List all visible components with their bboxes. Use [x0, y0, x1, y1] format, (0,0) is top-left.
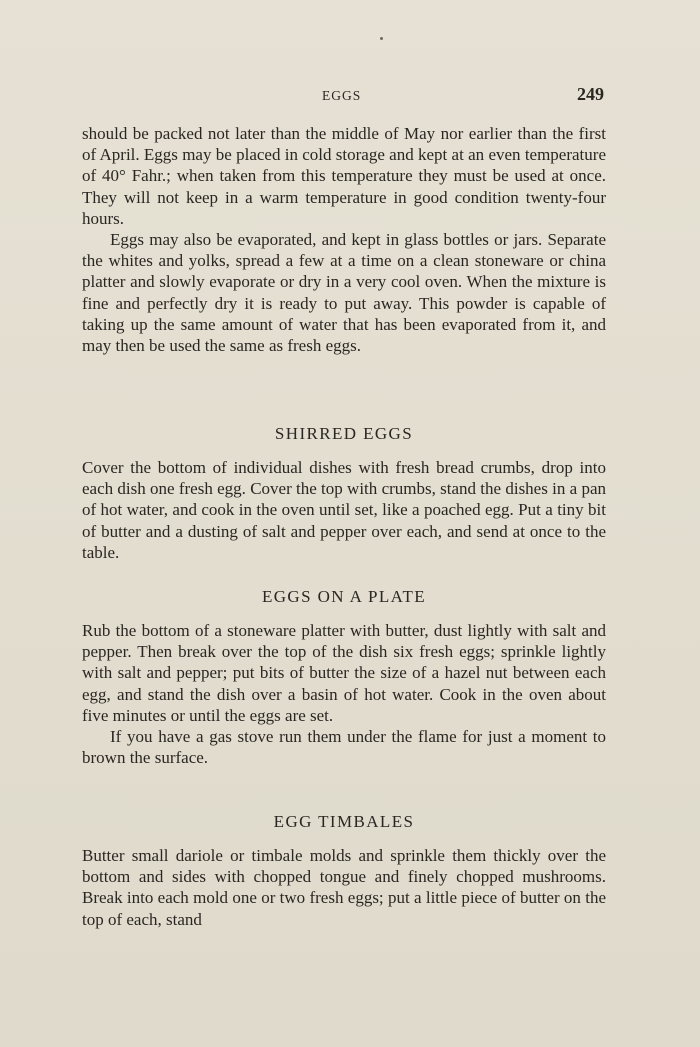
running-head [82, 84, 604, 106]
running-title: EGGS [322, 88, 362, 103]
section-heading-egg-timbales: EGG TIMBALES [273, 812, 415, 831]
paragraph: Cover the bottom of individual dishes with fresh bread crumbs, drop into each dish one fresh egg. Cover the top with crumbs, stand the dishes in a pan of hot water, and cook in the oven until set, like a poached egg. Put a tiny bit of butter and a dusting of salt and pepper over each, and send at once to the table. [82, 458, 606, 562]
paper-speck [380, 37, 383, 40]
shirred-eggs-text [82, 457, 606, 563]
egg-timbales-text [82, 845, 606, 930]
paragraph: Butter small dariole or timbale molds and sprinkle them thickly over the bottom and sides with chopped tongue and finely chopped mushrooms. Break into each mold one or two fresh eggs; put a little piece of butter on the top of each, stand [82, 846, 606, 929]
page-number: 249 [577, 84, 604, 104]
paragraph: If you have a gas stove run them under the flame for just a moment to brown the surface. [82, 727, 606, 768]
intro-text [82, 123, 606, 356]
eggs-on-a-plate-text [82, 620, 606, 768]
paragraph: Eggs may also be evaporated, and kept in glass bottles or jars. Separate the whites and yolks, spread a few at a time on a clean stoneware or china platter and slowly evaporate or dry in a very cool oven. When the mixture is fine and perfectly dry it is ready to put away. This powder is capable of taking up the same amount of water that has been evaporated from it, and may then be used the same as fresh eggs. [82, 230, 606, 356]
section-heading-shirred-eggs: SHIRRED EGGS [274, 424, 414, 443]
paragraph: Rub the bottom of a stoneware platter with butter, dust lightly with salt and pepper. Then break over the top of the dish six fresh eggs; sprinkle lightly with salt and pepper; put bits of butter the size of a hazel nut between each egg, and stand the dish over a basin of hot water. Cook in the oven about five minutes or until the eggs are set. [82, 621, 606, 725]
paragraph: should be packed not later than the middle of May nor earlier than the first of April. Eggs may be placed in cold storage and kept at an even temperature of 40° Fahr.; when taken from this temperature they must be used at once. They will not keep in a warm temperature in good condition twenty-four hours. [82, 124, 606, 228]
section-heading-eggs-on-a-plate: EGGS ON A PLATE [261, 587, 427, 606]
